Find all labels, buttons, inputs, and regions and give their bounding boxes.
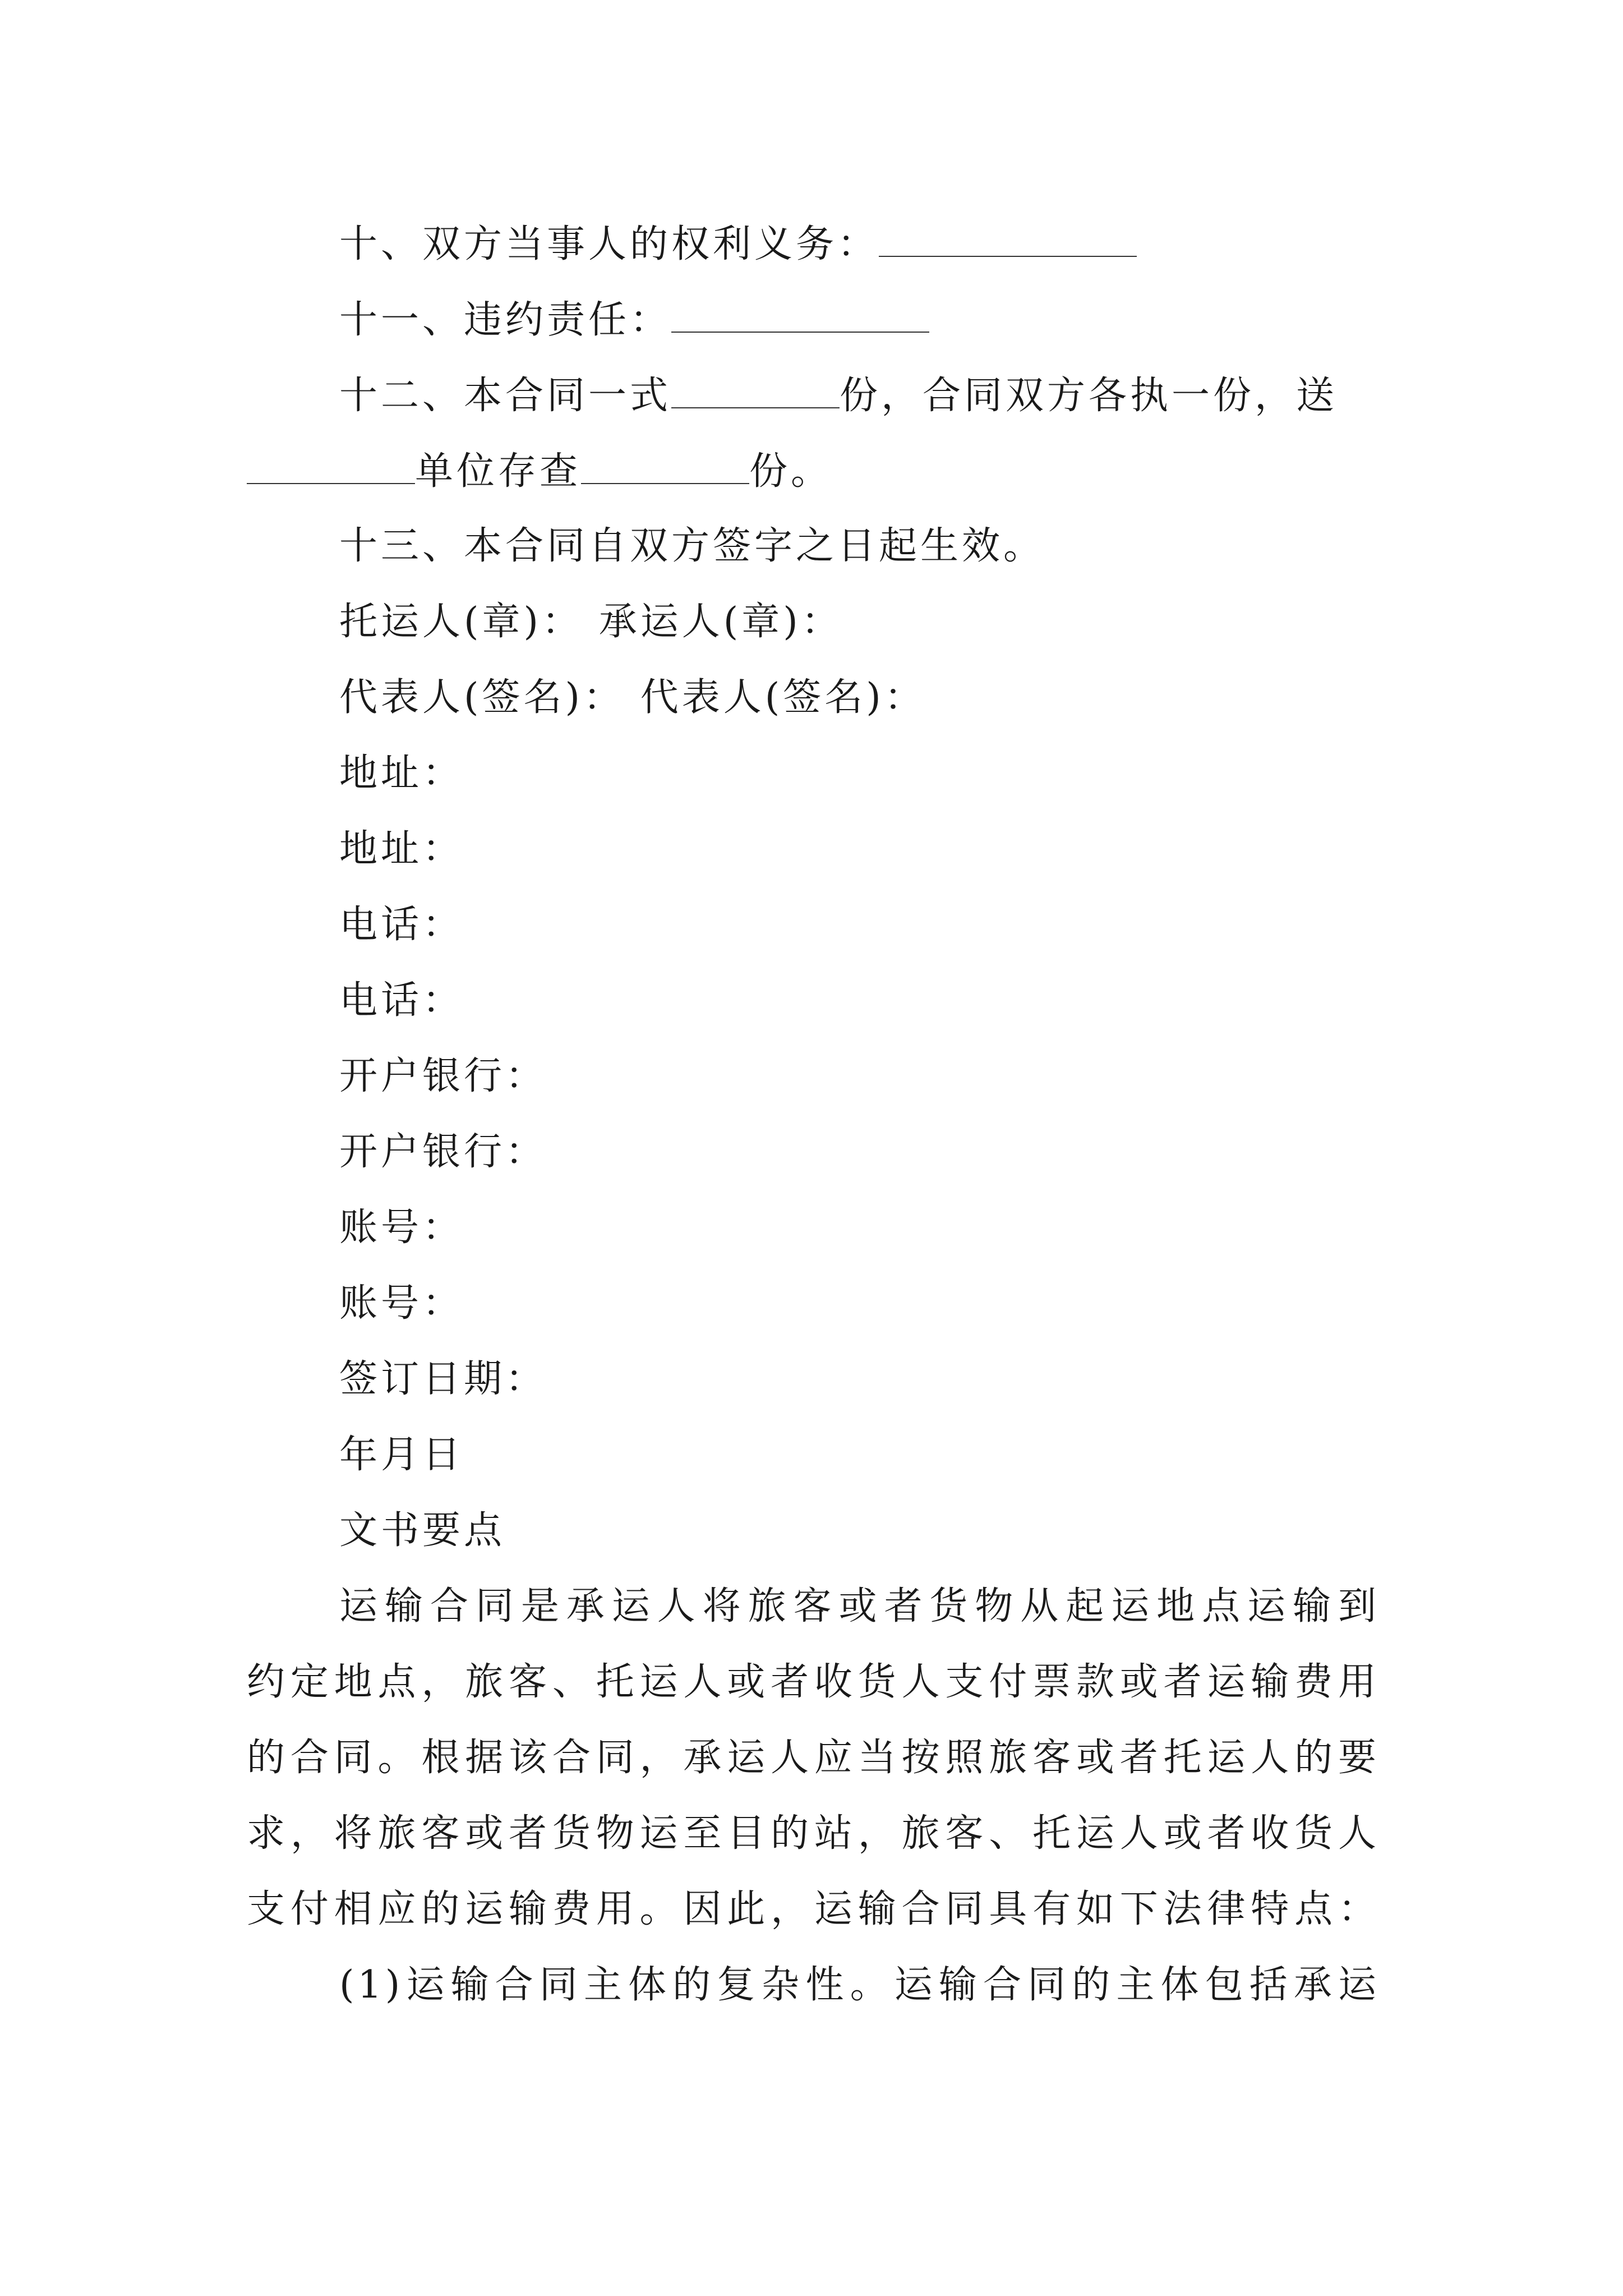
clause-12-text-c: 单位存查 — [415, 449, 582, 494]
phone-label-2: 电话： — [339, 978, 464, 1023]
clause-11-text: 十一、违约责任： — [339, 298, 672, 342]
sign-date-label: 签订日期： — [339, 1357, 547, 1401]
notes-heading: 文书要点 — [339, 1508, 506, 1553]
clause-12-text-a: 十二、本合同一式 — [339, 374, 672, 418]
clause-11-blank — [671, 300, 929, 333]
clause-10 — [339, 224, 1137, 264]
shipper-seal-label: 托运人(章)： — [339, 600, 584, 644]
account-label-2: 账号： — [339, 1281, 464, 1326]
carrier-seal-label: 承运人(章)： — [598, 600, 843, 644]
notes-paragraph-line-3: 的合同。根据该合同，承运人应当按照旅客或者托运人的要 — [247, 1736, 1380, 1780]
representative-line — [339, 675, 926, 720]
clause-12-copies-blank — [671, 376, 840, 408]
notes-paragraph-line-1: 运输合同是承运人将旅客或者货物从起运地点运输到 — [339, 1584, 1380, 1628]
clause-11 — [339, 298, 929, 342]
bank-label-1: 开户银行： — [339, 1054, 547, 1098]
notes-paragraph-line-5: 支付相应的运输费用。因此，运输合同具有如下法律特点： — [247, 1887, 1380, 1931]
clause-13: 十三、本合同自双方签字之日起生效。 — [339, 524, 1045, 568]
clause-10-blank — [879, 224, 1137, 257]
bank-label-2: 开户银行： — [339, 1130, 547, 1174]
notes-point-1: (1)运输合同主体的复杂性。运输合同的主体包括承运 — [339, 1963, 1380, 2007]
carrier-rep-label: 代表人(签名)： — [640, 675, 926, 720]
clause-12-archive-blank — [581, 452, 749, 484]
clause-12-text-b: 份，合同双方各执一份，送 — [840, 374, 1338, 418]
shipper-rep-label: 代表人(签名)： — [339, 675, 625, 720]
notes-paragraph-line-2: 约定地点，旅客、托运人或者收货人支付票款或者运输费用 — [247, 1660, 1380, 1704]
clause-12-line-2 — [247, 449, 833, 494]
clause-12-unit-blank — [247, 452, 415, 484]
clause-12-text-d: 份。 — [749, 449, 833, 494]
clause-12-line-1 — [339, 374, 1338, 418]
clause-10-text: 十、双方当事人的权利义务： — [339, 222, 879, 266]
address-label-2: 地址： — [339, 827, 464, 871]
phone-label-1: 电话： — [339, 903, 464, 947]
notes-paragraph-line-4: 求，将旅客或者货物运至目的站，旅客、托运人或者收货人 — [247, 1811, 1380, 1856]
date-format: 年月日 — [339, 1433, 464, 1477]
address-label-1: 地址： — [339, 751, 464, 795]
seal-line — [339, 600, 843, 644]
account-label-1: 账号： — [339, 1205, 464, 1250]
